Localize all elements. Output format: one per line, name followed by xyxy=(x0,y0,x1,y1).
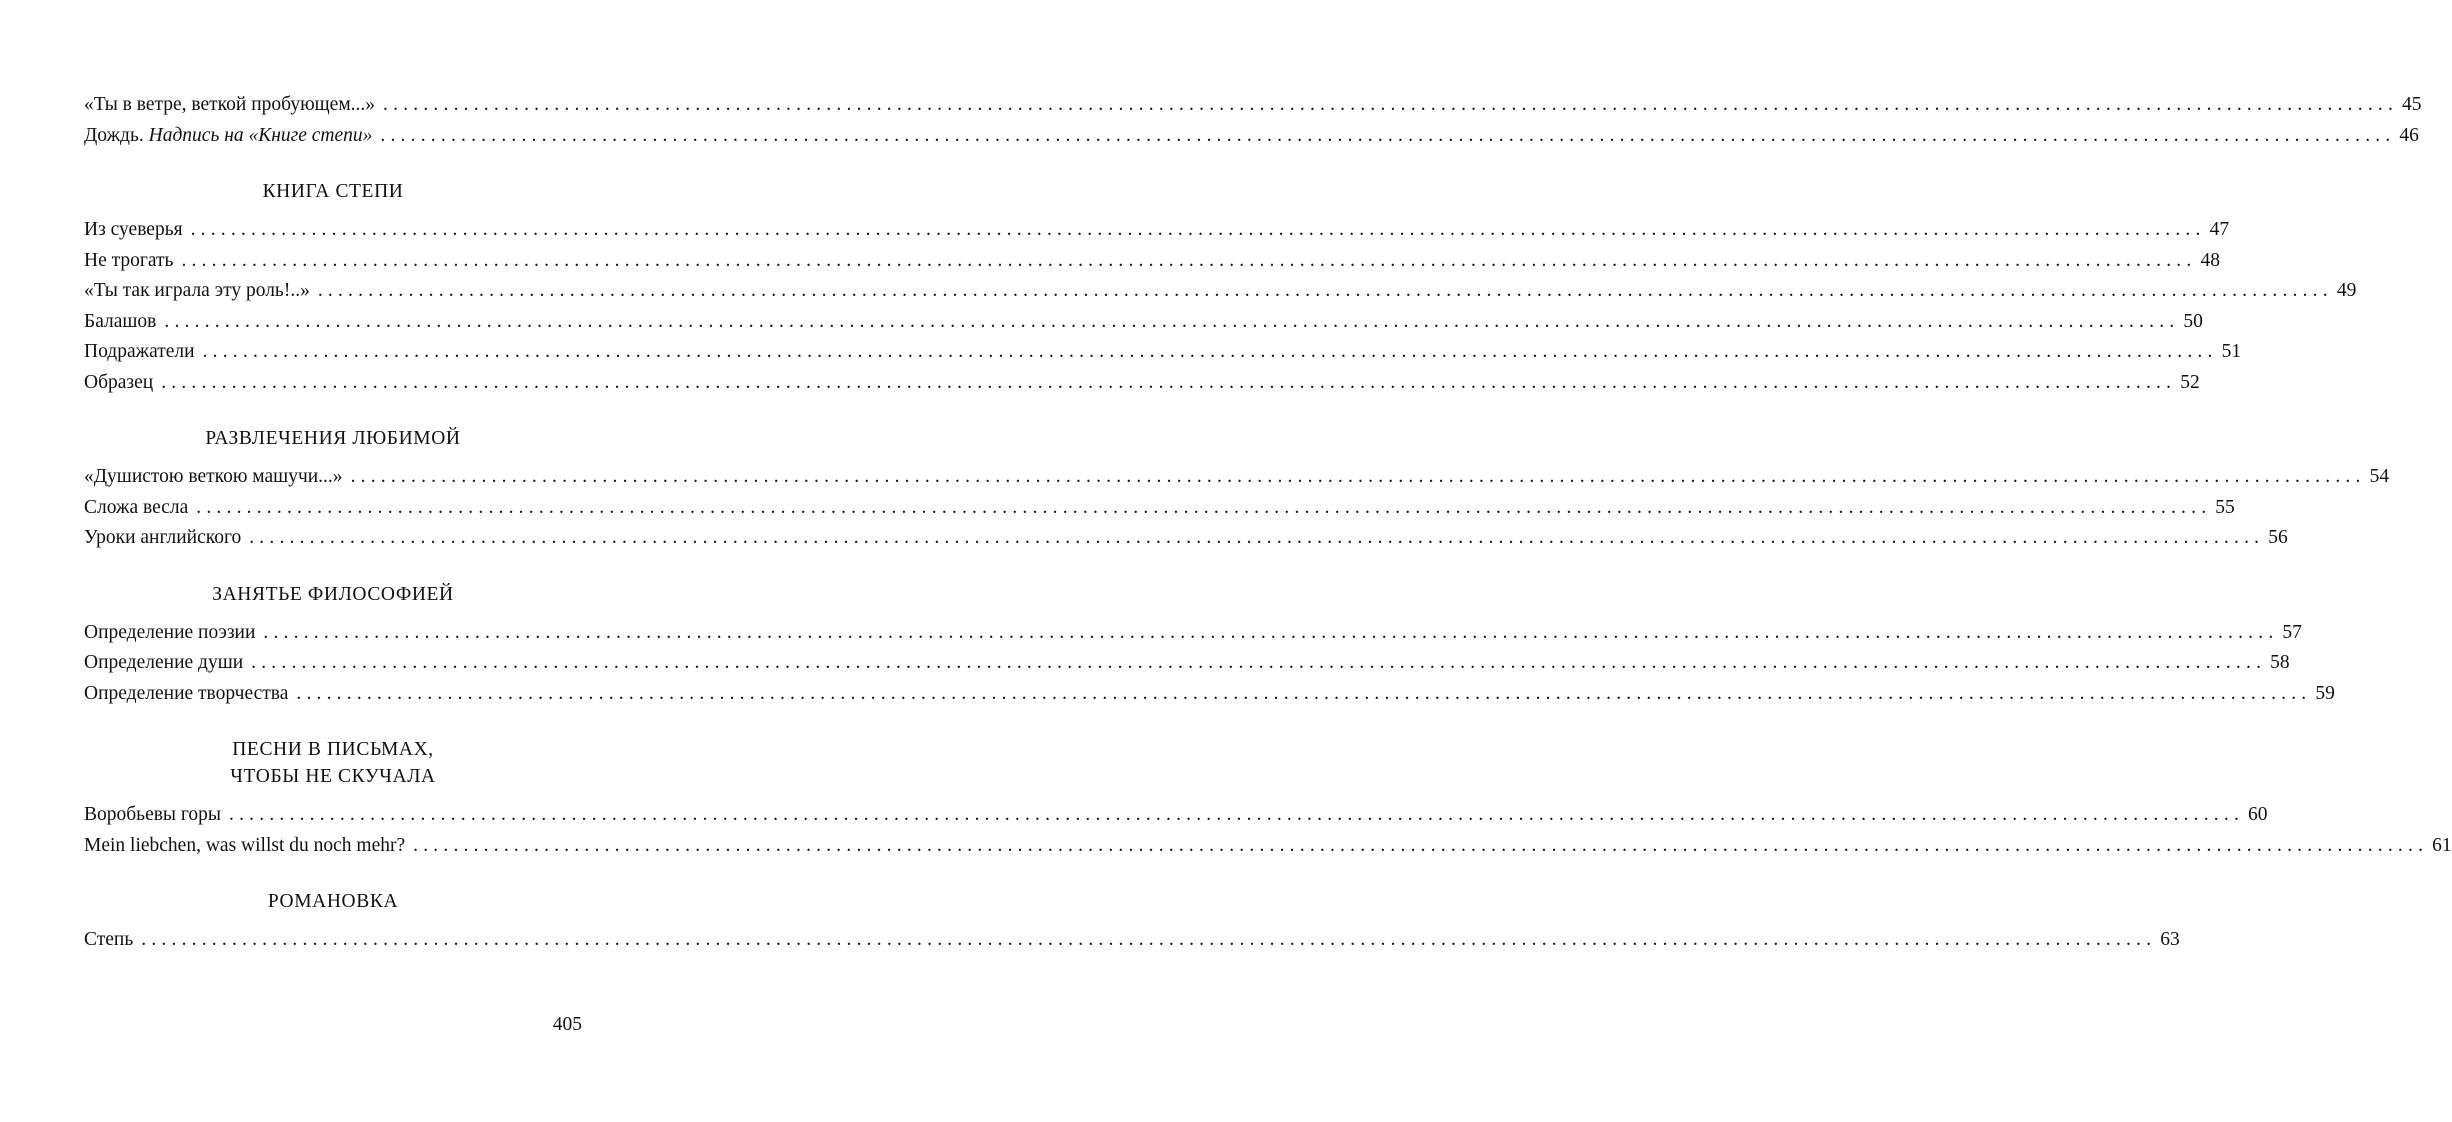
toc-entry-title: Определение души xyxy=(84,652,244,673)
toc-entry-title-italic: Надпись на «Книге степи» xyxy=(148,124,373,146)
dot-leader: ........................................................................................................................................................................................................ xyxy=(413,834,2429,856)
toc-entry-page: 58 xyxy=(2270,652,2290,673)
page-number: 405 xyxy=(552,1014,582,1035)
dot-leader: ........................................................................................................................................................................................................ xyxy=(380,124,2396,146)
section-heading xyxy=(84,888,582,915)
toc-entry-page: 46 xyxy=(2399,124,2419,146)
toc-entry-page: 55 xyxy=(2215,496,2235,518)
section-heading-line: РОМАНОВКА xyxy=(267,891,399,912)
dot-leader: ........................................................................................................................................................................................................ xyxy=(196,496,2212,518)
dot-leader: ........................................................................................................................................................................................................ xyxy=(317,280,2333,301)
dot-leader: ........................................................................................................................................................................................................ xyxy=(202,341,2218,362)
toc-entry-title: Уроки английского xyxy=(84,527,242,548)
section-heading-line: ЗАНЯТЬЕ ФИЛОСОФИЕЙ xyxy=(212,583,454,605)
dot-leader: ........................................................................................................................................................................................................ xyxy=(190,219,2206,240)
section-heading xyxy=(84,425,582,452)
section-heading-line: ЧТОБЫ НЕ СКУЧАЛА xyxy=(230,766,436,787)
table-of-contents xyxy=(84,90,2452,956)
toc-entry-title: Балашов xyxy=(84,310,157,332)
section-heading-line: КНИГА СТЕПИ xyxy=(262,181,404,202)
toc-entry-page: 52 xyxy=(2180,371,2200,393)
toc-entry xyxy=(84,648,2290,679)
toc-entry-title: «Ты в ветре, веткой пробующем...» xyxy=(84,94,376,115)
toc-entry xyxy=(84,276,2357,307)
toc-entry xyxy=(84,90,2422,121)
toc-entry-title: Дождь. Надпись на «Книге степи» xyxy=(84,124,373,146)
toc-entry xyxy=(84,679,2335,710)
toc-entry xyxy=(84,307,2203,338)
dot-leader: ........................................................................................................................................................................................................ xyxy=(181,249,2197,271)
toc-entry xyxy=(84,121,2419,152)
toc-entry xyxy=(84,462,2390,493)
toc-entry-page: 57 xyxy=(2282,621,2302,643)
toc-entry xyxy=(84,215,2230,246)
toc-entry xyxy=(84,800,2268,831)
toc-entry-page: 47 xyxy=(2209,219,2230,240)
dot-leader: ........................................................................................................................................................................................................ xyxy=(350,466,2366,487)
toc-entry-page: 50 xyxy=(2183,310,2203,332)
toc-entry-page: 49 xyxy=(2336,280,2357,301)
toc-entry xyxy=(84,246,2220,277)
toc-entry-title: Образец xyxy=(84,371,154,393)
toc-entry xyxy=(84,925,2180,956)
toc-entry xyxy=(84,493,2235,524)
toc-entry-page: 56 xyxy=(2268,527,2288,548)
toc-entry-title: Сложа весла xyxy=(84,496,189,518)
toc-entry-title: «Ты так играла эту роль!..» xyxy=(84,280,310,301)
toc-entry-page: 63 xyxy=(2160,929,2180,950)
toc-entry-title: «Душистою веткою машучи...» xyxy=(84,466,343,487)
toc-entry-page: 48 xyxy=(2200,249,2220,271)
toc-entry-title: Определение поэзии xyxy=(84,621,256,643)
toc-entry-title: Воробьевы горы xyxy=(84,804,222,825)
section-heading-line: ПЕСНИ В ПИСЬМАХ, xyxy=(232,739,434,760)
toc-entry xyxy=(84,831,2452,862)
toc-entry-title: Определение творчества xyxy=(84,682,289,704)
dot-leader: ........................................................................................................................................................................................................ xyxy=(383,94,2399,115)
toc-entry xyxy=(84,337,2242,368)
section-heading-line: РАЗВЛЕЧЕНИЯ ЛЮБИМОЙ xyxy=(205,428,461,449)
toc-entry-page: 54 xyxy=(2369,466,2390,487)
toc-entry-title: Из суеверья xyxy=(84,219,183,240)
dot-leader: ........................................................................................................................................................................................................ xyxy=(164,310,2180,332)
toc-entry-title: Не трогать xyxy=(84,249,174,271)
toc-entry-page: 45 xyxy=(2402,94,2422,115)
toc-entry xyxy=(84,368,2200,399)
toc-entry-page: 61 xyxy=(2432,834,2452,856)
dot-leader: ........................................................................................................................................................................................................ xyxy=(249,527,2265,548)
toc-entry xyxy=(84,618,2302,649)
dot-leader: ........................................................................................................................................................................................................ xyxy=(263,621,2279,643)
toc-entry-title: Подражатели xyxy=(84,341,195,362)
dot-leader: ........................................................................................................................................................................................................ xyxy=(161,371,2177,393)
dot-leader: ........................................................................................................................................................................................................ xyxy=(296,682,2312,704)
section-heading xyxy=(84,581,582,608)
toc-entry-title: Степь xyxy=(84,929,134,950)
section-heading xyxy=(84,736,582,790)
toc-entry-title: Mein liebchen, was willst du noch mehr? xyxy=(84,834,406,856)
section-heading xyxy=(84,178,582,205)
toc-entry-page: 60 xyxy=(2248,804,2268,825)
toc-entry-page: 51 xyxy=(2221,341,2242,362)
toc-entry-page: 59 xyxy=(2315,682,2335,704)
dot-leader: ........................................................................................................................................................................................................ xyxy=(141,929,2157,950)
dot-leader: ........................................................................................................................................................................................................ xyxy=(229,804,2245,825)
dot-leader: ........................................................................................................................................................................................................ xyxy=(251,652,2267,673)
toc-entry xyxy=(84,523,2288,554)
